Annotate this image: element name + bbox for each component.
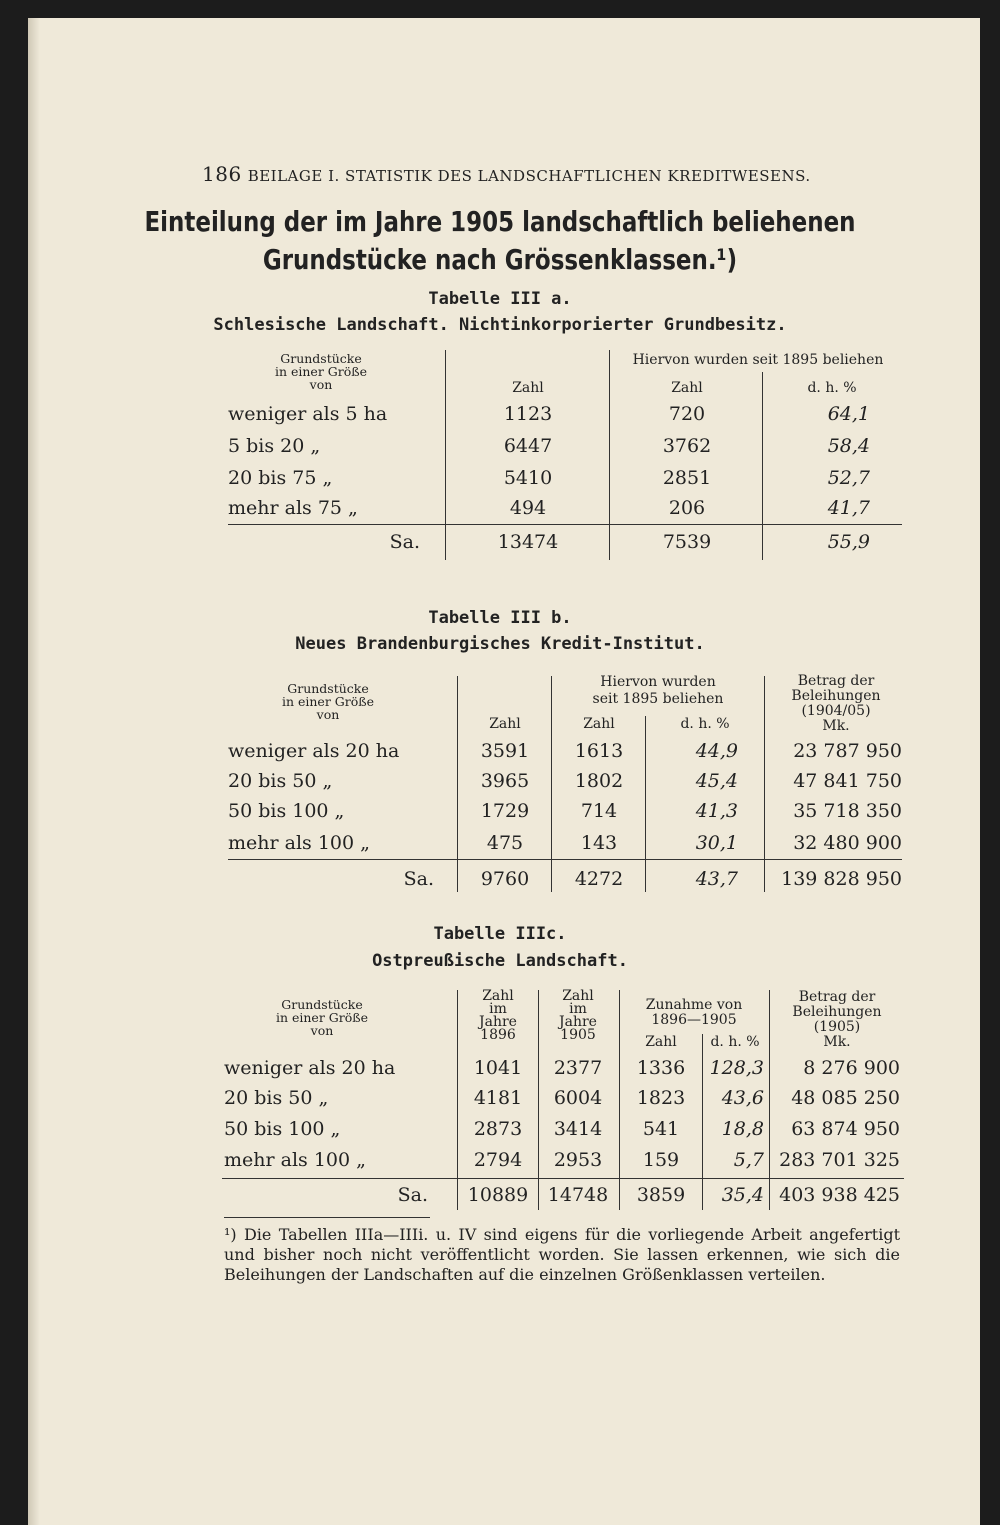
table-cell: 1041 bbox=[473, 1057, 523, 1079]
table-cell: 30,1 bbox=[695, 832, 738, 854]
table-c-head-1896 bbox=[458, 990, 538, 1042]
table-a-label: Tabelle III a. bbox=[428, 289, 572, 309]
table-cell: 2873 bbox=[473, 1118, 523, 1140]
page-title-line-1: Einteilung der im Jahre 1905 landschaftlich beliehenen bbox=[144, 205, 856, 238]
table-a-subtitle: Schlesische Landschaft. Nichtinkorporierter Grundbesitz. bbox=[213, 315, 787, 335]
head-text: Mk. bbox=[822, 718, 850, 734]
head-text: Betrag der bbox=[798, 989, 876, 1005]
table-c-head-betrag bbox=[770, 990, 904, 1050]
row-label: 20 bis 50 „ bbox=[228, 770, 333, 792]
table-a-head-zahl: Zahl bbox=[512, 380, 544, 396]
head-text: von bbox=[316, 707, 340, 722]
table-divider bbox=[445, 350, 446, 560]
head-text: im bbox=[569, 1001, 587, 1017]
row-label: 50 bis 100 „ bbox=[228, 800, 345, 822]
head-text: Grundstücke bbox=[281, 997, 363, 1012]
table-cell: 48 085 250 bbox=[791, 1087, 900, 1109]
table-cell: 4181 bbox=[473, 1087, 523, 1109]
table-cell: 1823 bbox=[636, 1087, 686, 1109]
head-text: (1905) bbox=[813, 1019, 861, 1035]
table-divider bbox=[538, 990, 539, 1210]
table-c-head-1905 bbox=[538, 990, 618, 1042]
running-title: BEILAGE I. STATISTIK DES LANDSCHAFTLICHEN KREDITWESENS. bbox=[247, 167, 811, 185]
head-text: Zahl bbox=[482, 988, 514, 1004]
table-a-head-g-zahl: Zahl bbox=[671, 380, 703, 396]
table-cell: 159 bbox=[642, 1149, 680, 1171]
table-cell: 52,7 bbox=[827, 467, 870, 489]
table-c-subtitle: Ostpreußische Landschaft. bbox=[372, 951, 628, 971]
sum-label: Sa. bbox=[397, 1184, 428, 1206]
table-cell: 206 bbox=[668, 497, 706, 519]
head-text: (1904/05) bbox=[801, 703, 871, 719]
head-text: 1896—1905 bbox=[651, 1012, 737, 1028]
table-b-head-betrag bbox=[766, 674, 906, 734]
table-cell: 1123 bbox=[503, 403, 553, 425]
head-text: Beleihungen bbox=[791, 688, 881, 704]
table-cell: 6447 bbox=[503, 435, 553, 457]
table-b-label: Tabelle III b. bbox=[428, 608, 572, 628]
table-cell: 2377 bbox=[553, 1057, 603, 1079]
head-text: im bbox=[489, 1001, 507, 1017]
table-cell: 1802 bbox=[574, 770, 624, 792]
sum-cell: 10889 bbox=[467, 1184, 529, 1206]
head-text: Beleihungen bbox=[792, 1004, 882, 1020]
footnote-text: ¹) Die Tabellen IIIa—IIIi. u. IV sind eigens für die vorliegende Arbeit angefertigt und bisher noch nicht veröffentlicht worden. Sie lassen erkennen, wie sich die Beleihungen der Landschaften auf die einzelnen Größenklassen verteilen. bbox=[224, 1225, 900, 1284]
sum-cell: 9760 bbox=[480, 868, 530, 890]
table-cell: 3965 bbox=[480, 770, 530, 792]
row-label: 50 bis 100 „ bbox=[224, 1118, 341, 1140]
table-divider bbox=[619, 990, 620, 1210]
table-b-head-g-pct: d. h. % bbox=[680, 716, 730, 732]
row-label: 5 bis 20 „ bbox=[228, 435, 321, 457]
row-label: weniger als 20 ha bbox=[228, 740, 400, 762]
table-b-head-group bbox=[552, 674, 764, 708]
table-b-subtitle: Neues Brandenburgisches Kredit-Institut. bbox=[295, 634, 705, 654]
table-a-head-g-pct: d. h. % bbox=[807, 380, 857, 396]
sum-cell: 7539 bbox=[662, 531, 712, 553]
table-sum-rule bbox=[228, 859, 902, 860]
head-text: Mk. bbox=[823, 1034, 851, 1050]
table-a-head-group: Hiervon wurden seit 1895 beliehen bbox=[632, 352, 884, 368]
table-c-label: Tabelle IIIc. bbox=[433, 924, 567, 944]
table-divider bbox=[702, 1034, 703, 1210]
row-label: mehr als 100 „ bbox=[228, 832, 370, 854]
table-cell: 2953 bbox=[553, 1149, 603, 1171]
sum-cell: 43,7 bbox=[695, 868, 738, 890]
sum-cell: 403 938 425 bbox=[779, 1184, 900, 1206]
table-cell: 2794 bbox=[473, 1149, 523, 1171]
table-b-head-zahl: Zahl bbox=[489, 716, 521, 732]
table-b-head-g-zahl: Zahl bbox=[583, 716, 615, 732]
head-text: in einer Größe bbox=[275, 1010, 369, 1025]
table-cell: 475 bbox=[486, 832, 524, 854]
table-sum-rule bbox=[228, 524, 902, 525]
sum-cell: 13474 bbox=[497, 531, 559, 553]
head-text: 1896 bbox=[480, 1027, 516, 1043]
table-cell: 23 787 950 bbox=[793, 740, 902, 762]
row-label: weniger als 20 ha bbox=[224, 1057, 396, 1079]
table-cell: 41,3 bbox=[695, 800, 738, 822]
table-cell: 44,9 bbox=[695, 740, 738, 762]
table-cell: 1336 bbox=[636, 1057, 686, 1079]
table-cell: 143 bbox=[580, 832, 618, 854]
running-header bbox=[202, 162, 811, 186]
table-cell: 541 bbox=[642, 1118, 680, 1140]
head-text: von bbox=[309, 377, 333, 392]
table-divider bbox=[769, 990, 770, 1210]
head-text: in einer Größe bbox=[281, 694, 375, 709]
table-cell: 720 bbox=[668, 403, 706, 425]
table-cell: 47 841 750 bbox=[793, 770, 902, 792]
table-cell: 714 bbox=[580, 800, 618, 822]
table-divider bbox=[457, 990, 458, 1210]
table-cell: 2851 bbox=[662, 467, 712, 489]
table-divider bbox=[645, 716, 646, 892]
table-cell: 41,7 bbox=[827, 497, 870, 519]
page-number: 186 bbox=[202, 162, 242, 186]
table-c-head-g-pct: d. h. % bbox=[710, 1034, 760, 1050]
table-cell: 494 bbox=[509, 497, 547, 519]
table-cell: 3762 bbox=[662, 435, 712, 457]
page-title-line-2: Grundstücke nach Grössenklassen.¹) bbox=[262, 243, 738, 276]
head-text: Zunahme von bbox=[645, 997, 743, 1013]
table-b-head-c1 bbox=[228, 682, 428, 721]
table-cell: 35 718 350 bbox=[793, 800, 902, 822]
sum-cell: 3859 bbox=[636, 1184, 686, 1206]
sum-cell: 139 828 950 bbox=[781, 868, 902, 890]
row-label: weniger als 5 ha bbox=[228, 403, 388, 425]
table-cell: 1613 bbox=[574, 740, 624, 762]
head-text: 1905 bbox=[560, 1027, 596, 1043]
table-cell: 58,4 bbox=[827, 435, 870, 457]
table-cell: 6004 bbox=[553, 1087, 603, 1109]
table-cell: 43,6 bbox=[721, 1087, 764, 1109]
table-cell: 3591 bbox=[480, 740, 530, 762]
table-a-head-c1 bbox=[226, 352, 416, 391]
sum-cell: 55,9 bbox=[827, 531, 870, 553]
table-c-head-group bbox=[620, 998, 768, 1028]
table-cell: 5,7 bbox=[733, 1149, 764, 1171]
table-cell: 32 480 900 bbox=[793, 832, 902, 854]
table-c-head-c1 bbox=[222, 998, 422, 1037]
table-divider bbox=[762, 372, 763, 560]
row-label: 20 bis 50 „ bbox=[224, 1087, 329, 1109]
sum-label: Sa. bbox=[403, 868, 434, 890]
head-text: seit 1895 beliehen bbox=[592, 691, 724, 707]
sum-cell: 35,4 bbox=[721, 1184, 764, 1206]
head-text: von bbox=[310, 1023, 334, 1038]
row-label: mehr als 100 „ bbox=[224, 1149, 366, 1171]
head-text: Jahre bbox=[559, 1014, 597, 1030]
table-cell: 45,4 bbox=[695, 770, 738, 792]
table-cell: 283 701 325 bbox=[779, 1149, 900, 1171]
row-label: mehr als 75 „ bbox=[228, 497, 358, 519]
table-cell: 18,8 bbox=[721, 1118, 764, 1140]
table-cell: 8 276 900 bbox=[803, 1057, 900, 1079]
sum-cell: 4272 bbox=[574, 868, 624, 890]
head-text: Jahre bbox=[479, 1014, 517, 1030]
head-text: Grundstücke bbox=[287, 681, 369, 696]
table-sum-rule bbox=[222, 1178, 904, 1179]
head-text: Grundstücke bbox=[280, 351, 362, 366]
row-label: 20 bis 75 „ bbox=[228, 467, 333, 489]
sum-label: Sa. bbox=[389, 531, 420, 553]
page-gutter bbox=[28, 18, 40, 1525]
head-text: Betrag der bbox=[797, 673, 875, 689]
head-text: Hiervon wurden bbox=[600, 674, 716, 690]
head-text: Zahl bbox=[562, 988, 594, 1004]
table-cell: 1729 bbox=[480, 800, 530, 822]
table-cell: 63 874 950 bbox=[791, 1118, 900, 1140]
head-text: in einer Größe bbox=[274, 364, 368, 379]
table-cell: 64,1 bbox=[827, 403, 870, 425]
table-cell: 5410 bbox=[503, 467, 553, 489]
table-cell: 3414 bbox=[553, 1118, 603, 1140]
footnote bbox=[224, 1225, 900, 1285]
table-divider bbox=[609, 350, 610, 560]
table-c-head-g-zahl: Zahl bbox=[645, 1034, 677, 1050]
footnote-rule bbox=[224, 1217, 430, 1218]
table-cell: 128,3 bbox=[709, 1057, 764, 1079]
sum-cell: 14748 bbox=[547, 1184, 609, 1206]
